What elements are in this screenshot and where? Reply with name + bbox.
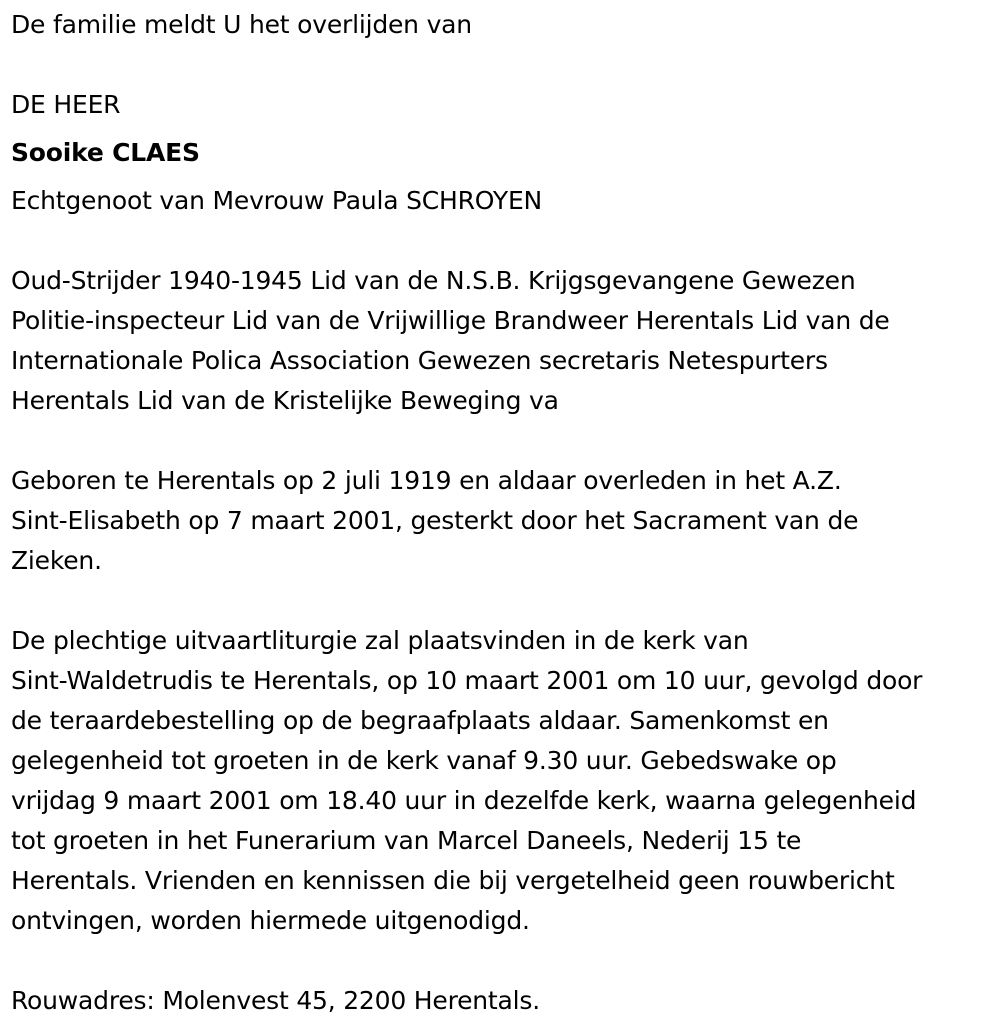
funeral-line: De plechtige uitvaartliturgie zal plaatsvinden in de kerk van xyxy=(11,626,749,655)
salutation: DE HEER xyxy=(11,90,121,119)
titles-line: Herentals Lid van de Kristelijke Beweging va xyxy=(11,386,559,415)
funeral-line: ontvingen, worden hiermede uitgenodigd. xyxy=(11,906,530,935)
funeral-line: vrijdag 9 maart 2001 om 18.40 uur in dezelfde kerk, waarna gelegenheid xyxy=(11,786,917,815)
funeral-line: gelegenheid tot groeten in de kerk vanaf 9.30 uur. Gebedswake op xyxy=(11,746,837,775)
mourning-address: Rouwadres: Molenvest 45, 2200 Herentals. xyxy=(11,986,540,1015)
deceased-name: Sooike CLAES xyxy=(11,138,200,167)
funeral-line: tot groeten in het Funerarium van Marcel Daneels, Nederij 15 te xyxy=(11,826,802,855)
funeral-line: de teraardebestelling op de begraafplaats aldaar. Samenkomst en xyxy=(11,706,829,735)
birth-death-line: Zieken. xyxy=(11,546,102,575)
birth-death-line: Sint-Elisabeth op 7 maart 2001, gesterkt door het Sacrament van de xyxy=(11,506,859,535)
titles-line: Internationale Polica Association Gewezen secretaris Netespurters xyxy=(11,346,828,375)
funeral-line: Herentals. Vrienden en kennissen die bij vergetelheid geen rouwbericht xyxy=(11,866,895,895)
funeral-line: Sint-Waldetrudis te Herentals, op 10 maart 2001 om 10 uur, gevolgd door xyxy=(11,666,923,695)
titles-line: Oud-Strijder 1940-1945 Lid van de N.S.B. Krijgsgevangene Gewezen xyxy=(11,266,856,295)
intro-line: De familie meldt U het overlijden van xyxy=(11,10,472,39)
spouse-line: Echtgenoot van Mevrouw Paula SCHROYEN xyxy=(11,186,543,215)
birth-death-line: Geboren te Herentals op 2 juli 1919 en aldaar overleden in het A.Z. xyxy=(11,466,842,495)
titles-line: Politie-inspecteur Lid van de Vrijwillige Brandweer Herentals Lid van de xyxy=(11,306,890,335)
